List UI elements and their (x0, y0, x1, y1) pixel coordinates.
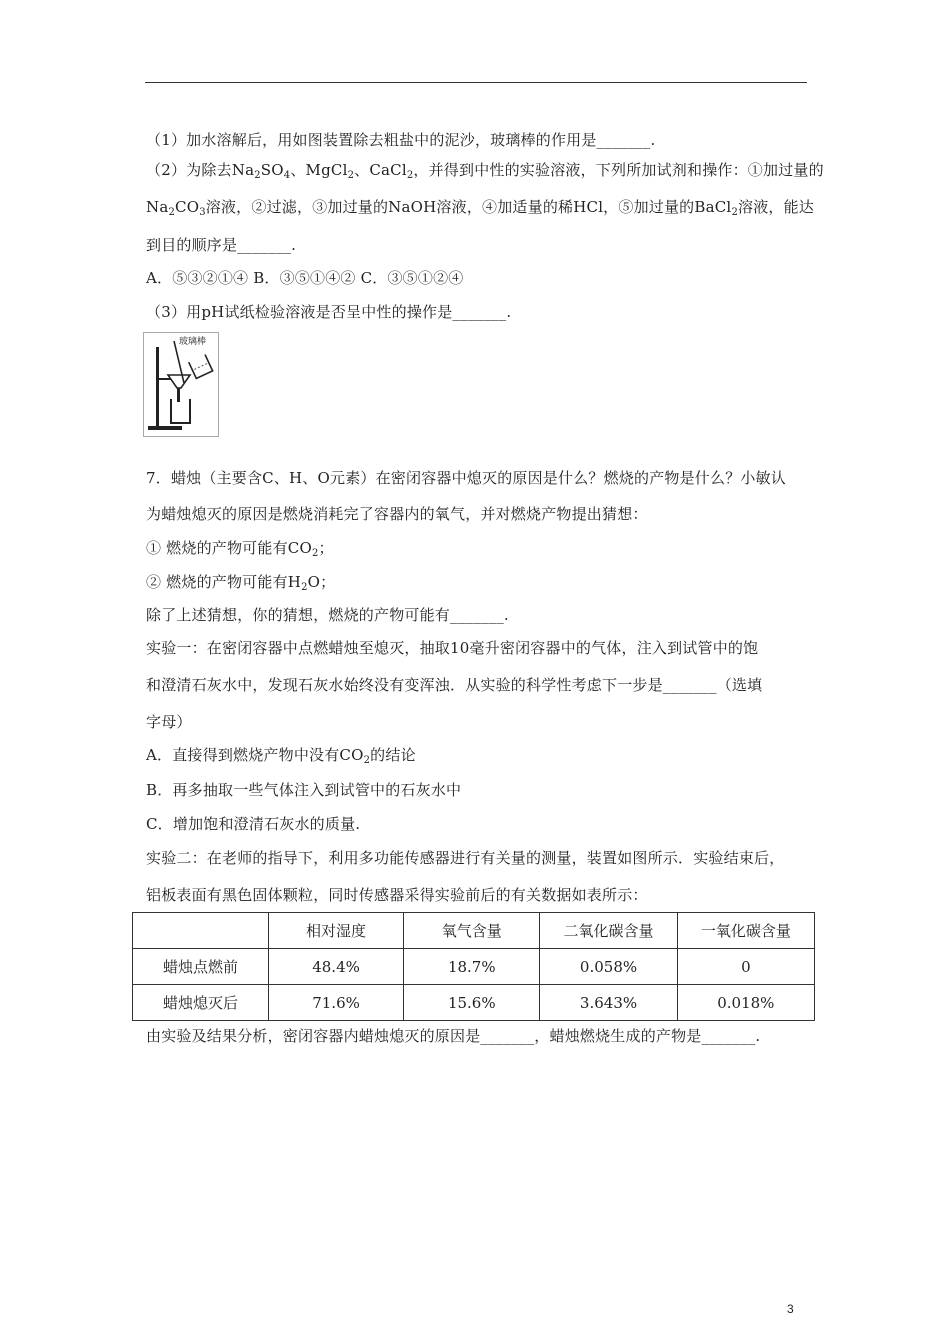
table-cell: 48.4% (268, 949, 403, 985)
table-header-cell (133, 913, 269, 949)
table-header-row (133, 913, 815, 949)
q7-option-b: B．再多抽取一些气体注入到试管中的石灰水中 (146, 781, 462, 799)
q7-line1: 7．蜡烛（主要含C、H、O元素）在密闭容器中熄灭的原因是什么？燃烧的产物是什么？小敏认 (146, 469, 787, 487)
q7-exp1-line2: 和澄清石灰水中，发现石灰水始终没有变浑浊．从实验的科学性考虑下一步是_______（选填 (146, 676, 763, 694)
sensor-data-table (132, 912, 815, 1021)
q7-exp1-line1: 实验一：在密闭容器中点燃蜡烛至熄灭，抽取10毫升密闭容器中的气体，注入到试管中的饱 (146, 639, 759, 657)
table-cell: 3.643% (540, 985, 677, 1021)
q7-own-guess: 除了上述猜想，你的猜想，燃烧的产物可能有_______. (146, 606, 509, 624)
table-cell: 71.6% (268, 985, 403, 1021)
table-row (133, 985, 815, 1021)
table-row (133, 949, 815, 985)
page-number: 3 (787, 1302, 794, 1316)
table-header-cell: 相对湿度 (268, 913, 403, 949)
q6-part2-line2: $Na_2CO_3$溶液，②过滤，③加过量的NaOH溶液，④加适量的稀HCl，⑤加过量的BaCl$_2$溶液，能达 (146, 198, 815, 218)
q7-hypothesis-1: ① 燃烧的产物可能有$CO_2$； (146, 539, 334, 559)
glass-rod-label: 玻璃棒 (179, 337, 207, 347)
filtration-apparatus-drawing (144, 333, 218, 436)
q6-part3: （3）用pH试纸检验溶液是否呈中性的操作是_______. (146, 303, 512, 321)
table-header-cell: 一氧化碳含量 (677, 913, 814, 949)
table-cell: 0.018% (677, 985, 814, 1021)
filtration-apparatus-figure (143, 332, 219, 437)
q6-part1: （1）加水溶解后，用如图装置除去粗盐中的泥沙，玻璃棒的作用是_______. (146, 131, 656, 149)
table-cell: 蜡烛点燃前 (133, 949, 269, 985)
q7-option-a: A．直接得到燃烧产物中没有$CO_2$的结论 (146, 746, 416, 766)
header-rule (145, 82, 807, 83)
table-header-cell: 二氧化碳含量 (540, 913, 677, 949)
q7-exp1-line3: 字母） (146, 713, 192, 731)
q7-option-c: C．增加饱和澄清石灰水的质量. (146, 815, 361, 833)
table-cell: 0.058% (540, 949, 677, 985)
q7-exp2-line2: 铝板表面有黑色固体颗粒，同时传感器采得实验前后的有关数据如表所示： (146, 886, 648, 904)
table-cell: 0 (677, 949, 814, 985)
q7-exp2-line1: 实验二：在老师的指导下，利用多功能传感器进行有关量的测量，装置如图所示．实验结束后， (146, 849, 785, 867)
table-cell: 18.7% (404, 949, 540, 985)
q6-part2-line3: 到目的顺序是_______. (146, 236, 297, 254)
table-cell: 蜡烛熄灭后 (133, 985, 269, 1021)
table-header-cell: 氧气含量 (404, 913, 540, 949)
q6-part2-line1: （2）为除去$Na_2SO_4$、MgCl$_2$、CaCl$_2$，并得到中性的实验溶液，下列所加试剂和操作：①加过量的 (146, 161, 824, 181)
q7-line2: 为蜡烛熄灭的原因是燃烧消耗完了容器内的氧气，并对燃烧产物提出猜想： (146, 505, 648, 523)
table-cell: 15.6% (404, 985, 540, 1021)
q6-options: A．⑤③②①④ B．③⑤①④② C．③⑤①②④ (146, 269, 464, 287)
q7-conclusion: 由实验及结果分析，密闭容器内蜡烛熄灭的原因是_______，蜡烛燃烧生成的产物是_______. (146, 1027, 761, 1045)
q7-hypothesis-2: ② 燃烧的产物可能有$H_2O$； (146, 573, 336, 593)
